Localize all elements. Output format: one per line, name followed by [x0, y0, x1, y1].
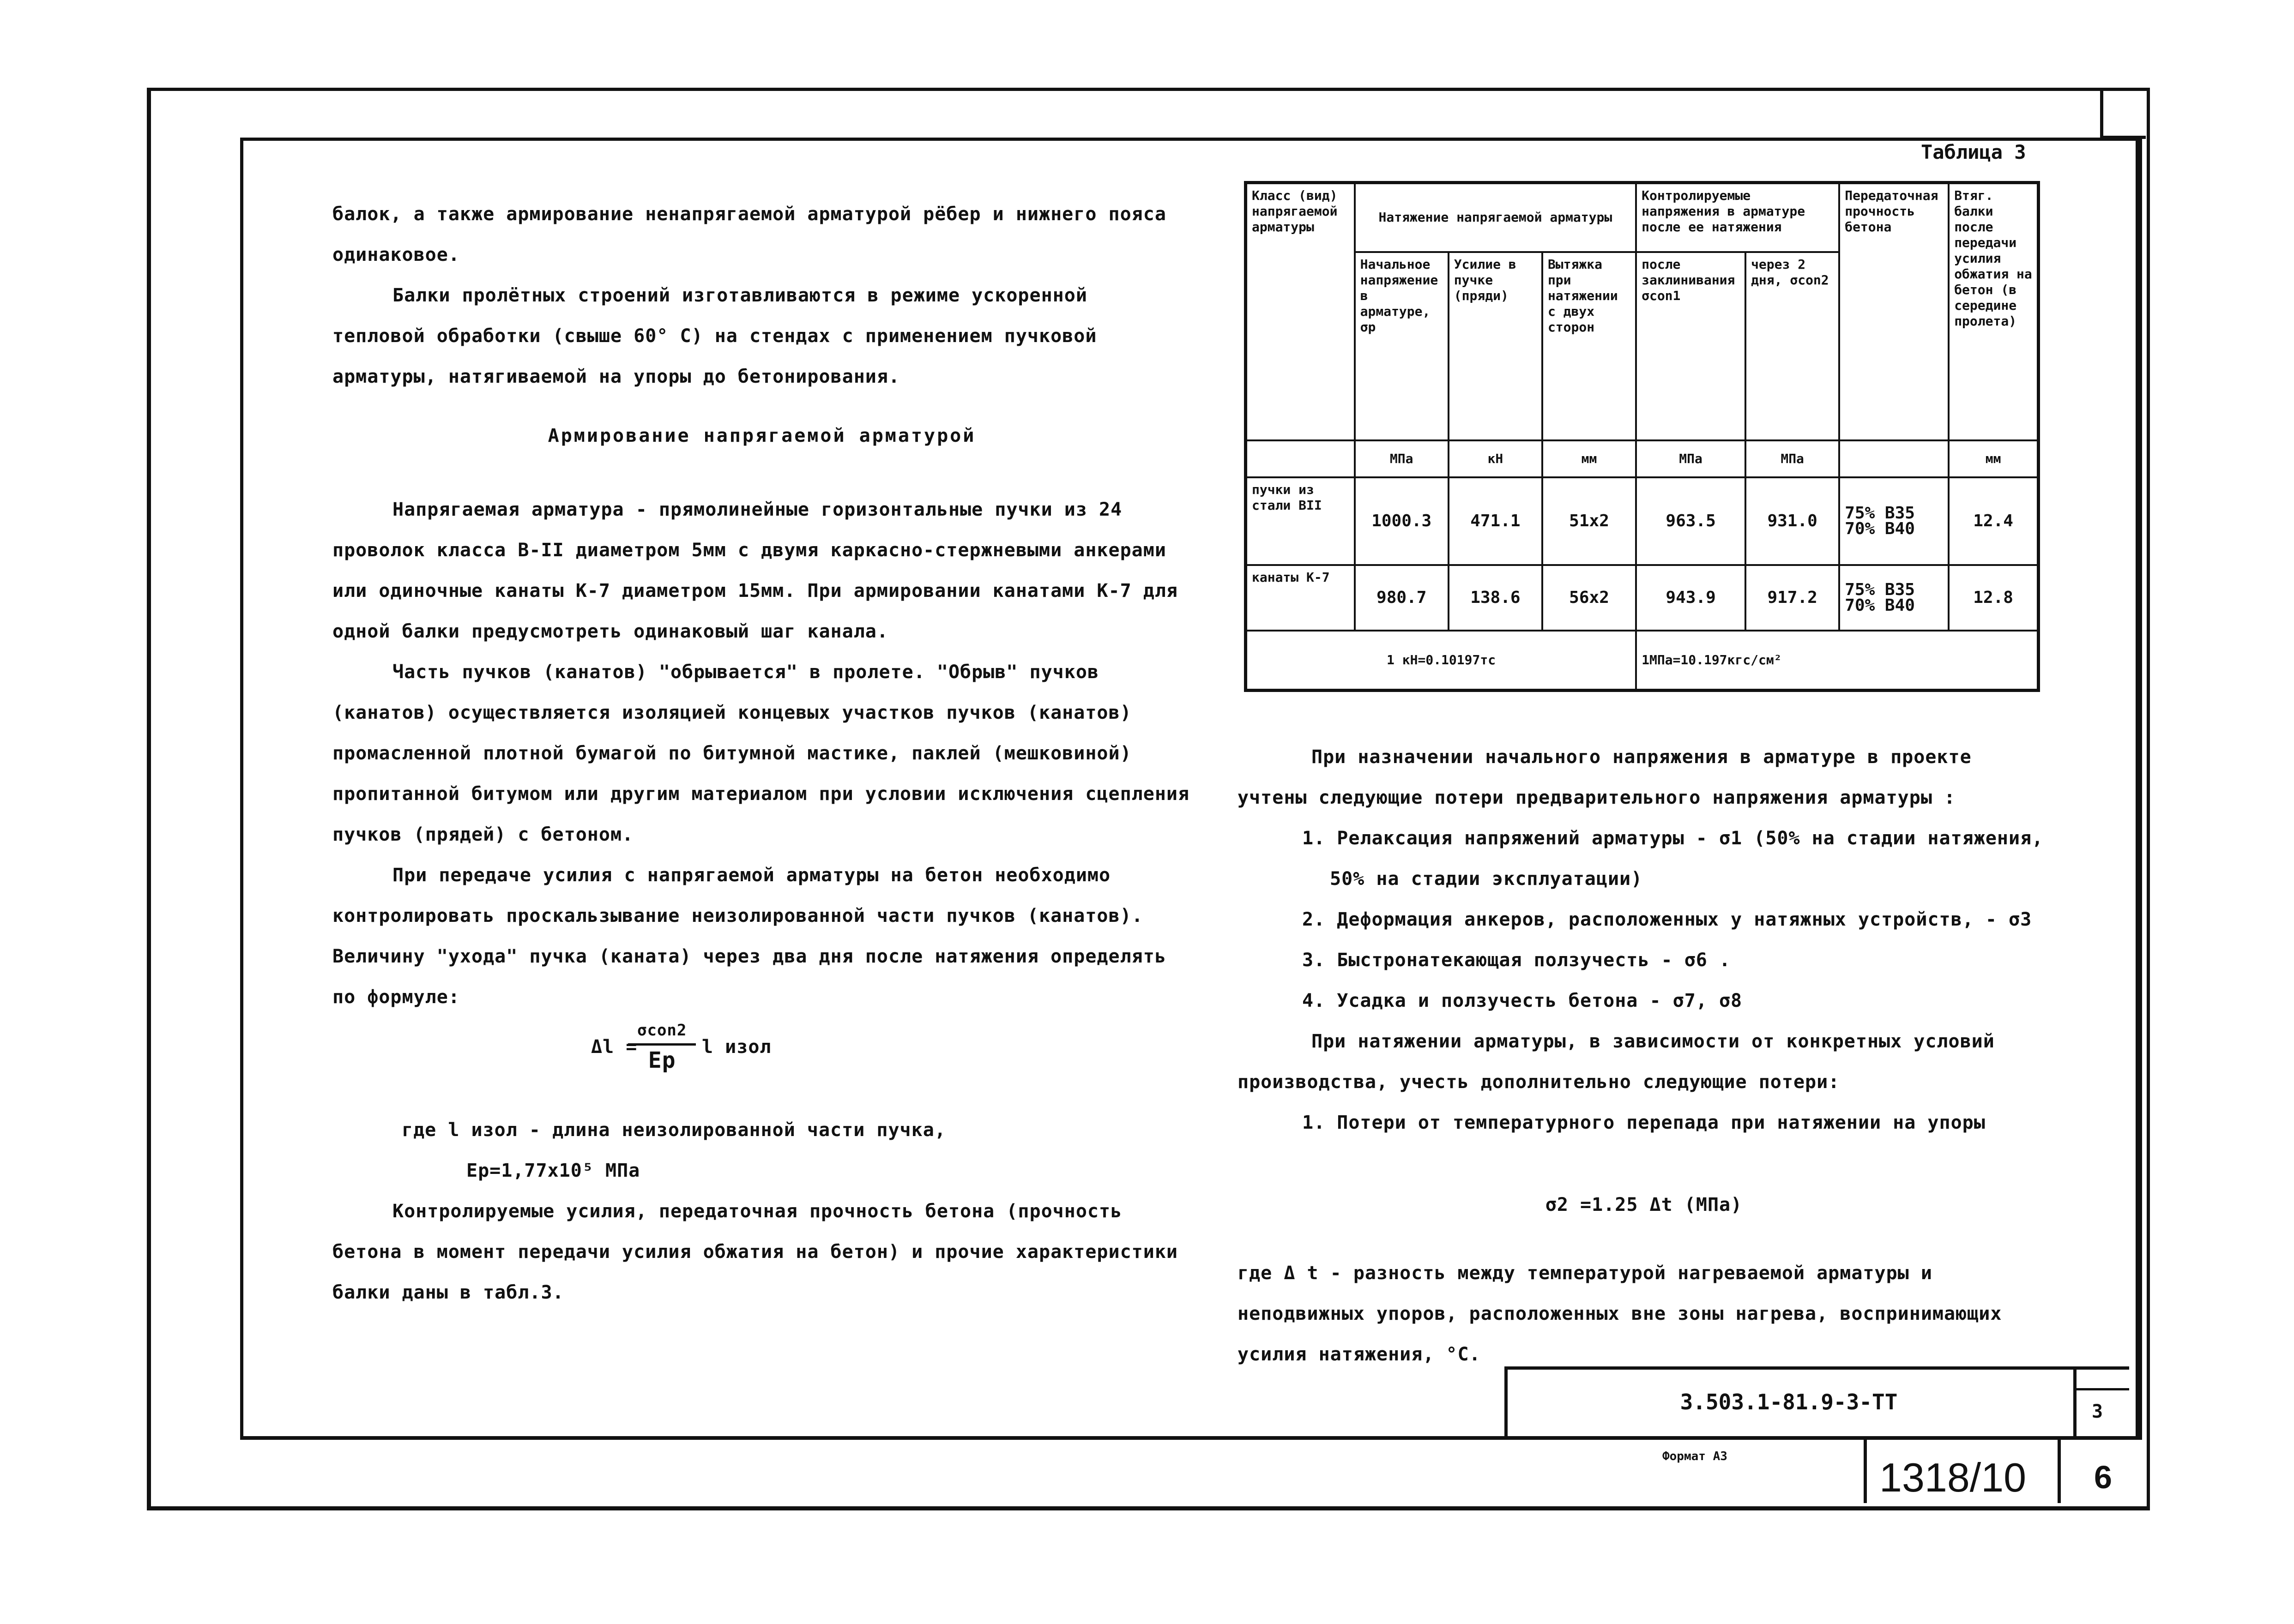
row-stretch: 51x2 [1542, 477, 1636, 565]
row-initial: 980.7 [1355, 565, 1449, 631]
sheet-box-divider [2077, 1370, 2129, 1390]
where-text: где l изол - длина неизолированной части пучка, [402, 1119, 946, 1141]
transfer-line: 75% В35 [1845, 580, 1915, 599]
note-units-force: 1 кН=0.10197тс [1246, 631, 1636, 691]
row-con1: 943.9 [1636, 565, 1745, 631]
left-paragraph: Контролируемые усилия, передаточная прочность бетона (прочность бетона в момент передачи усилия обжатия на бетон) и прочие характеристики балки даны в табл.3. [332, 1201, 1178, 1303]
row-force: 471.1 [1449, 477, 1542, 565]
left-paragraph: Часть пучков (канатов) "обрывается" в пролете. "Обрыв" пучков (канатов) осуществляется изоляцией концевых участков пучков (канатов) промасленной плотной бумагой по битумной мастике, паклей (мешковиной) пропитанной битумом или другим материалом при условии исключения сцепления пучков (прядей) с бетоном. [332, 662, 1190, 845]
header-initial: Начальное напряжение в арматуре, σp [1355, 252, 1449, 440]
table-title: Таблица 3 [1921, 141, 2026, 163]
transfer-line: 70% В40 [1845, 519, 1915, 538]
header-class: Класс (вид) напрягаемой арматуры [1246, 183, 1355, 440]
note-units-stress: 1МПа=10.197кгс/см² [1636, 631, 2038, 691]
loss-item: 3. Быстронатекающая ползучесть - σ6 . [1302, 950, 1731, 971]
data-table [1244, 181, 2040, 692]
unit-cell: кН [1449, 440, 1542, 477]
corner-box [2100, 88, 2146, 139]
row-type: пучки из стали ВII [1246, 477, 1355, 565]
row-con2: 931.0 [1745, 477, 1839, 565]
formula-denominator: Ep [648, 1047, 676, 1073]
loss-item: 2. Деформация анкеров, расположенных у натяжных устройств, - σ3 [1302, 909, 2032, 930]
header-after-2days: через 2 дня, σcon2 [1745, 252, 1839, 440]
header-controlled: Контролируемые напряжения в арматуре после ее натяжения [1636, 183, 1839, 252]
row-initial: 1000.3 [1355, 477, 1449, 565]
unit-cell: МПа [1355, 440, 1449, 477]
loss-item: 1. Релаксация напряжений арматуры - σ1 (50% на стадии натяжения, [1302, 828, 2044, 849]
formula-fraction [628, 1017, 696, 1075]
section-title: Армирование напрягаемой арматурой [548, 425, 976, 446]
page-number: 6 [2094, 1459, 2112, 1495]
header-tension: Натяжение напрягаемой арматуры [1355, 183, 1636, 252]
unit-cell: мм [1949, 440, 2038, 477]
left-paragraph: балок, а также армирование ненапрягаемой арматурой рёбер и нижнего пояса одинаковое. [332, 204, 1166, 265]
archive-number: 1318/10 [1879, 1455, 2027, 1500]
loss-item: 4. Усадка и ползучесть бетона - σ7, σ8 [1302, 990, 1743, 1011]
unit-cell: МПа [1636, 440, 1745, 477]
row-pullin: 12.8 [1949, 565, 2038, 631]
unit-cell [1246, 440, 1355, 477]
right-paragraph: где Δ t - разность между температурой нагреваемой арматуры и неподвижных упоров, расположенных вне зоны нагрева, воспринимающих усилия натяжения, °С. [1238, 1263, 2002, 1365]
row-transfer [1839, 477, 1949, 565]
row-con2: 917.2 [1745, 565, 1839, 631]
sheet-number: 3 [2092, 1401, 2103, 1422]
unit-cell: МПа [1745, 440, 1839, 477]
left-column [332, 194, 1191, 1313]
formula-lhs: Δl = [591, 1036, 638, 1058]
row-pullin: 12.4 [1949, 477, 2038, 565]
row-con1: 963.5 [1636, 477, 1745, 565]
left-paragraph: При передаче усилия с напрягаемой арматуры на бетон необходимо контролировать проскальзывание неизолированной части пучков (канатов). Величину "ухода" пучка (каната) через два дня после натяжения определять по формуле: [332, 865, 1166, 1008]
row-force: 138.6 [1449, 565, 1542, 631]
row-stretch: 56x2 [1542, 565, 1636, 631]
transfer-line: 70% В40 [1845, 595, 1915, 615]
right-column [1238, 737, 2050, 1375]
table-row [1246, 477, 2039, 565]
header-after-wedge: после заклинивания σcon1 [1636, 252, 1745, 440]
unit-cell: мм [1542, 440, 1636, 477]
slip-formula [332, 1017, 1191, 1110]
unit-cell [1839, 440, 1949, 477]
document-code: 3.503.1-81.9-3-ТТ [1680, 1389, 1898, 1414]
loss-item: 50% на стадии эксплуатации) [1330, 868, 1643, 890]
extra-loss-item: 1. Потери от температурного перепада при натяжении на упоры [1302, 1112, 1986, 1133]
header-stretch: Вытяжка при натяжении с двух сторон [1542, 252, 1636, 440]
table-row [1246, 565, 2039, 631]
transfer-line: 75% В35 [1845, 503, 1915, 523]
temperature-formula: σ2 =1.25 Δt (МПа) [1545, 1194, 1743, 1215]
formula-tail: l изол [702, 1036, 772, 1058]
formula-numerator: σcon2 [628, 1017, 696, 1046]
header-force: Усилие в пучке (пряди) [1449, 252, 1542, 440]
row-type: канаты К-7 [1246, 565, 1355, 631]
header-transfer: Передаточная прочность бетона [1839, 183, 1949, 440]
format-label: Формат А3 [1662, 1450, 1727, 1463]
left-paragraph: Напрягаемая арматура - прямолинейные горизонтальные пучки из 24 проволок класса В-II диаметром 5мм с двумя каркасно-стержневыми анкерами или одиночные канаты К-7 диаметром 15мм. При армировании канатами К-7 для одной балки предусмотреть одинаковый шаг канала. [332, 499, 1178, 642]
row-transfer [1839, 565, 1949, 631]
header-pullin: Втяг. балки после передачи усилия обжатия на бетон (в середине пролета) [1949, 183, 2038, 440]
right-paragraph: При назначении начального напряжения в арматуре в проекте учтены следующие потери предварительного напряжения арматуры : [1238, 746, 1972, 808]
left-paragraph: Балки пролётных строений изготавливаются в режиме ускоренной тепловой обработки (свыше 60° С) на стендах с применением пучковой арматуры, натягиваемой на упоры до бетонирования. [332, 285, 1097, 387]
ep-text: Ep=1,77x10⁵ МПа [466, 1160, 640, 1181]
right-paragraph: При натяжении арматуры, в зависимости от конкретных условий производства, учесть дополнительно следующие потери: [1238, 1031, 1995, 1093]
